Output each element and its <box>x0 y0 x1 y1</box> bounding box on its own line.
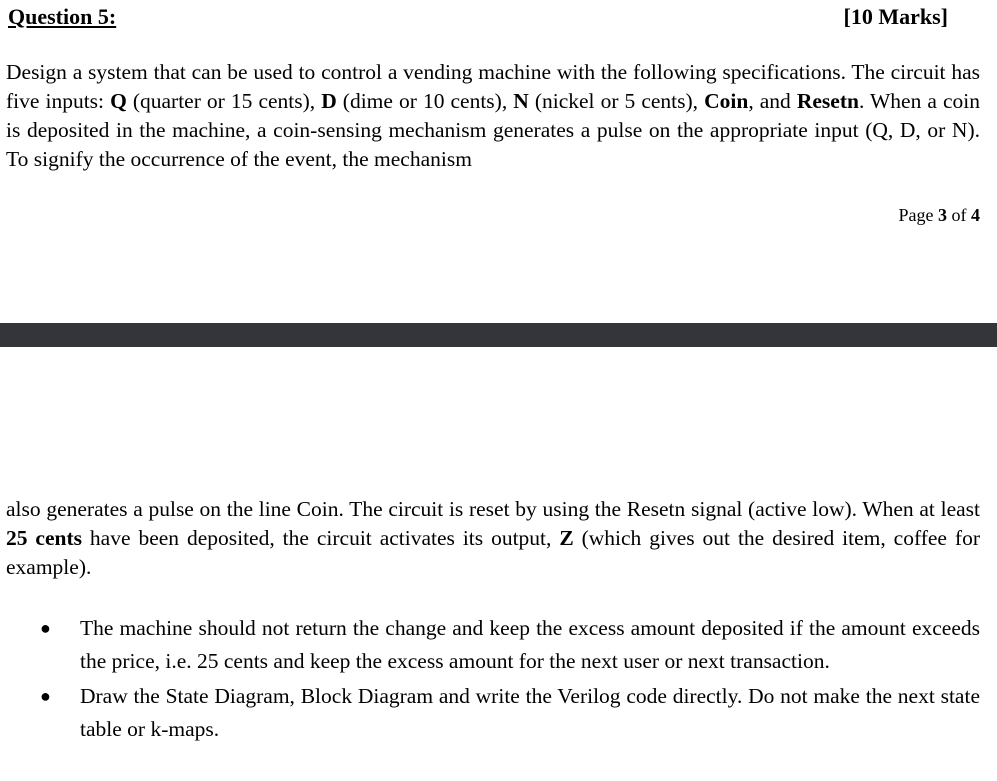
bullet-icon: ● <box>40 686 51 706</box>
list-item-text: Draw the State Diagram, Block Diagram and write the Verilog code directly. Do not make the next state table or k-maps. <box>80 684 980 741</box>
list-item-text: The machine should not return the change and keep the excess amount deposited if the amount exceeds the price, i.e. 25 cents and keep the excess amount for the next user or next transaction. <box>80 616 980 673</box>
page-break-bar <box>0 323 997 347</box>
list-item <box>0 612 980 678</box>
output-z-label: Z <box>559 526 574 550</box>
text-segment: also generates a pulse on the line Coin. The circuit is reset by using the Resetn signal (active low). When at least <box>6 497 980 521</box>
price-amount: 25 cents <box>6 526 82 550</box>
marks-label: [10 Marks] <box>843 4 948 29</box>
question-title: Question 5: <box>8 4 117 29</box>
text-segment: (which gives out the desired item, coffee for example). <box>6 526 980 579</box>
list-item <box>0 680 980 746</box>
problem-statement-paragraph-1 <box>6 58 980 174</box>
page-of: of <box>947 205 971 225</box>
page-prefix: Page <box>898 205 938 225</box>
requirements-list <box>0 612 997 748</box>
input-n-label: N <box>513 89 529 113</box>
input-d-label: D <box>321 89 337 113</box>
bullet-icon: ● <box>40 618 51 638</box>
text-segment: (dime or 10 cents), <box>336 89 514 113</box>
input-q-label: Q <box>110 89 127 113</box>
text-segment: have been deposited, the circuit activates its output, <box>82 526 560 550</box>
input-coin-label: Coin <box>704 89 749 113</box>
text-segment: Design a system that can be used to control a vending machine with the following specifications. The circuit has five inputs: <box>6 60 980 113</box>
text-segment: , and <box>748 89 797 113</box>
problem-statement-paragraph-2 <box>6 495 980 582</box>
text-segment: . When a coin is deposited in the machine, a coin-sensing mechanism generates a pulse on the appropriate input (Q, D, or N). To signify the occurrence of the event, the mechanism <box>6 89 980 171</box>
page-current: 3 <box>938 205 947 225</box>
page-number <box>899 202 981 228</box>
page-total: 4 <box>971 205 980 225</box>
text-segment: (nickel or 5 cents), <box>528 89 705 113</box>
question-header <box>8 2 948 32</box>
input-resetn-label: Resetn <box>796 89 859 113</box>
text-segment: (quarter or 15 cents), <box>126 89 322 113</box>
